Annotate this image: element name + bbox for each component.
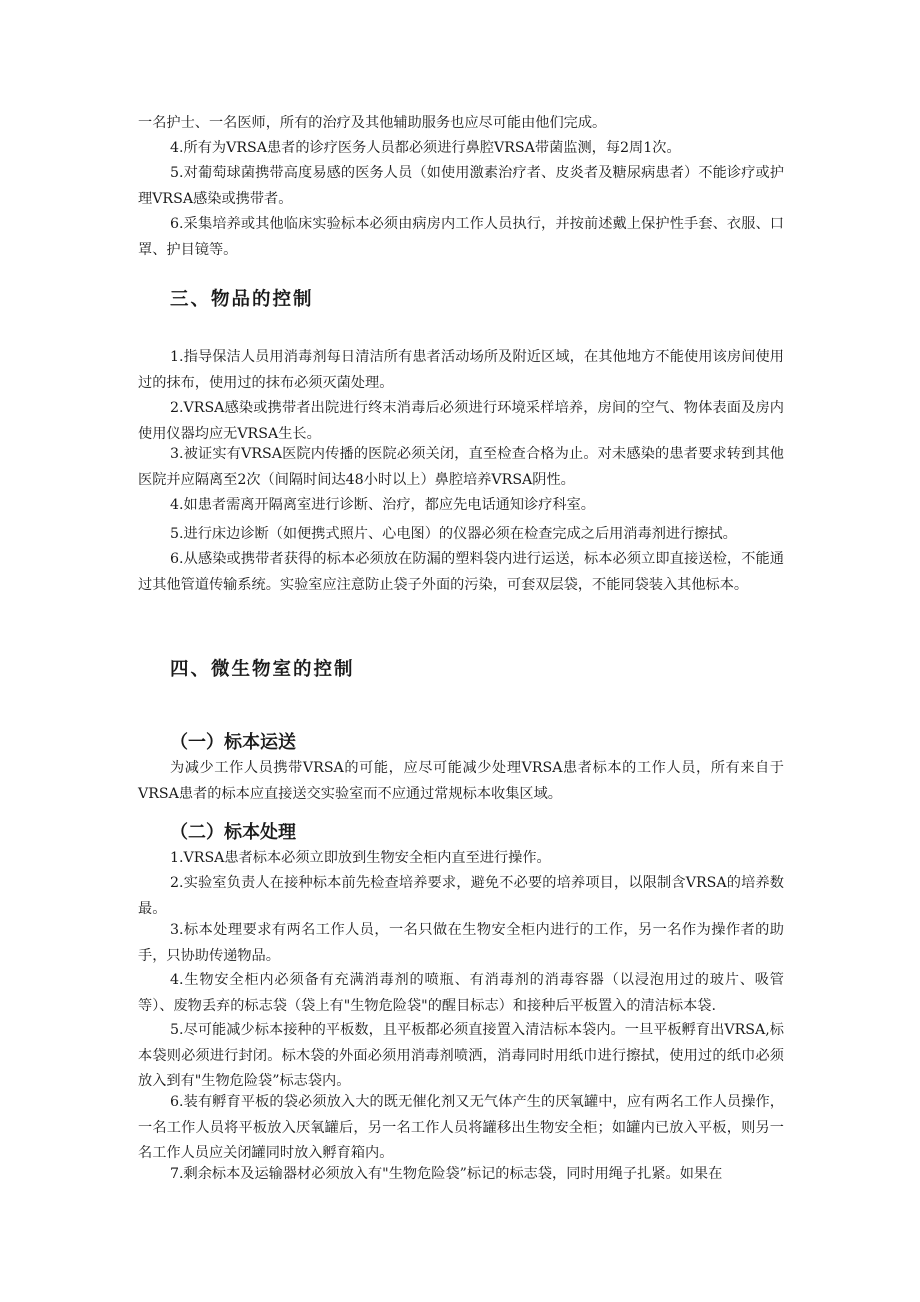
- specimen-transport-text: 为减少工作人员携带VRSA的可能，应尽可能减少处理VRSA患者标本的工作人员，所有来自于VRSA患者的标本应直接送交实验室而不应通过常规标本收集区域。: [138, 760, 784, 802]
- handling-item-1: 1.VRSA患者标本必须立即放到生物安全柜内直至进行操作。: [170, 850, 551, 866]
- section3-item-1: 1.指导保洁人员用消毒剂每日清洁所有患者活动场所及附近区域，在其他地方不能使用该房间使用过的抹布，使用过的抹布必须灭菌处理。: [138, 349, 784, 391]
- subheading-specimen-transport: （一）标本运送: [170, 732, 296, 753]
- handling-item-3: 3.标本处理要求有两名工作人员，一名只做在生物安全柜内进行的工作，另一名作为操作者的助手，只协助传递物品。: [138, 922, 784, 964]
- handling-item-7: 7.剩余标本及运输器材必须放入有"生物危险袋”标记的标志袋，同时用绳子扎紧。如果在: [170, 1166, 723, 1182]
- handling-item-6: 6.装有孵育平板的袋必须放入大的既无催化剂又无气体产生的厌氧罐中，应有两名工作人员操作，一名工作人员将平板放入厌氧罐后，另一名工作人员将罐移出生物安全柜；如罐内已放入平板，则另一名工作人员应关闭罐同时放入孵育箱内。: [138, 1094, 784, 1161]
- section3-item-3: 3.被证实有VRSA医院内传播的医院必须关闭，直至检查合格为止。对未感染的患者要求转到其他医院并应隔离至2次（间隔时间达48小时以上）鼻腔培养VRSA阴性。: [138, 446, 784, 488]
- handling-item-5: 5.尽可能减少标本接种的平板数，且平板都必须直接置入清洁标本袋内。一旦平板孵育出VRSA,标本袋则必须进行封闭。标木袋的外面必须用消毒剂喷洒，消毒同时用纸巾进行擦拭，使用过的纸巾必须放入到有"生物危险袋”标志袋内。: [138, 1022, 784, 1089]
- handling-item-4: 4.生物安全柜内必须备有充满消毒剂的喷瓶、有消毒剂的消毒容器（以浸泡用过的玻片、吸管等）、废物丢弃的标志袋（袋上有"生物危险袋"的醒目标志）和接种后平板置入的清洁标本袋.: [138, 972, 784, 1014]
- section3-item-6: 6.从感染或携带者获得的标本必须放在防漏的塑料袋内进行运送，标本必须立即直接送检，不能通过其他管道传输系统。实验室应注意防止袋子外面的污染，可套双层袋，不能同袋装入其他标本。: [138, 551, 784, 593]
- handling-item-2: 2.实验室负责人在接种标本前先检查培养要求，避免不必要的培养项目，以限制含VRSA的培养数最。: [138, 875, 784, 917]
- subheading-specimen-handling: （二）标本处理: [170, 822, 296, 843]
- section3-item-2: 2.VRSA感染或携带者出院进行终末消毒后必须进行环境采样培养，房间的空气、物体表面及房内使用仪器均应无VRSA生长。: [138, 400, 784, 442]
- section3-item-5: 5.进行床边诊断（如便携式照片、心电图）的仪器必须在检查完成之后用消毒剂进行擦拭。: [170, 526, 737, 542]
- section-heading-microbiology: 四、微生物室的控制: [170, 659, 355, 680]
- paragraph-item-6: 6.采集培养或其他临床实验标本必须由病房内工作人员执行，并按前述戴上保护性手套、衣服、口罩、护目镜等。: [138, 216, 784, 258]
- section-heading-items: 三、物品的控制: [170, 289, 314, 310]
- paragraph-item-4: 4.所有为VRSA患者的诊疗医务人员都必须进行鼻腔VRSA带菌监测，每2周1次。: [170, 140, 681, 156]
- paragraph-item-5: 5.对葡萄球菌携带高度易感的医务人员（如使用激素治疗者、皮炎者及糖尿病患者）不能诊疗或护理VRSA感染或携带者。: [138, 165, 784, 207]
- paragraph-continuation: 一名护士、一名医师，所有的治疗及其他辅助服务也应尽可能由他们完成。: [138, 115, 607, 131]
- section3-item-4: 4.如患者需离开隔离室进行诊断、治疗，都应先电话通知诊疗科室。: [170, 497, 595, 513]
